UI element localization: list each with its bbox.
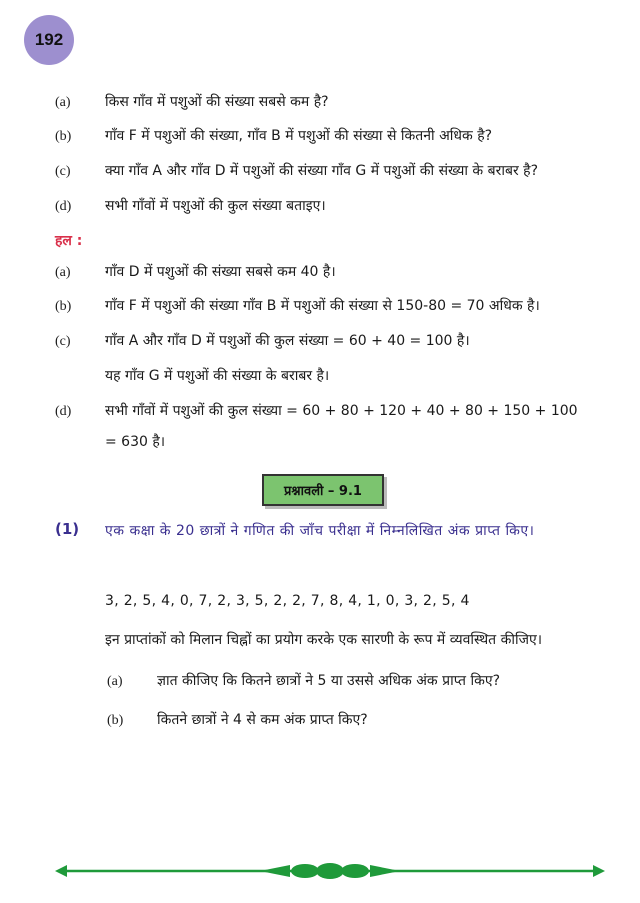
question-text: सभी गाँवों में पशुओं की कुल संख्या बताइए। bbox=[105, 198, 326, 214]
question-a bbox=[55, 92, 610, 113]
page-number: 192 bbox=[34, 30, 64, 49]
question-text: क्या गाँव A और गाँव D में पशुओं की संख्या गाँव G में पशुओं की संख्या के बराबर है? bbox=[105, 163, 539, 179]
answer-marker: (d) bbox=[55, 404, 72, 419]
answer-d bbox=[55, 401, 610, 422]
question-marker: (c) bbox=[55, 164, 71, 179]
exercise-subpart-b bbox=[107, 710, 368, 731]
exercise-text: एक कक्षा के 20 छात्रों ने गणित की जाँच परीक्षा में निम्नलिखित अंक प्राप्त किए। bbox=[105, 523, 535, 539]
answer-text: सभी गाँवों में पशुओं की कुल संख्या = 60 + 80 + 120 + 40 + 80 + 150 + 100 bbox=[105, 403, 578, 419]
exercise-subpart-a bbox=[107, 671, 500, 692]
answer-text: गाँव A और गाँव D में पशुओं की कुल संख्या = 60 + 40 = 100 है। bbox=[105, 333, 470, 349]
answer-d-continuation: = 630 है। bbox=[105, 434, 166, 450]
answer-c bbox=[55, 331, 610, 352]
exercise-data-line: 3, 2, 5, 4, 0, 7, 2, 3, 5, 2, 2, 7, 8, 4, 1, 0, 3, 2, 5, 4 bbox=[105, 593, 470, 609]
answer-text: गाँव D में पशुओं की संख्या सबसे कम 40 है। bbox=[105, 264, 336, 280]
answer-marker: (a) bbox=[55, 265, 71, 280]
answer-a bbox=[55, 262, 610, 283]
exercise-heading-text: प्रश्नावली – 9.1 bbox=[284, 484, 362, 499]
subpart-marker: (b) bbox=[107, 713, 124, 728]
subpart-text: कितने छात्रों ने 4 से कम अंक प्राप्त किए? bbox=[157, 712, 368, 728]
solution-label: हल : bbox=[55, 233, 83, 249]
answer-text: गाँव F में पशुओं की संख्या गाँव B में पशुओं की संख्या से 150-80 = 70 अधिक है। bbox=[105, 298, 540, 314]
exercise-instruction: इन प्राप्तांकों को मिलान चिह्नों का प्रयोग करके एक सारणी के रूप में व्यवस्थित कीजिए। bbox=[105, 632, 543, 648]
question-text: गाँव F में पशुओं की संख्या, गाँव B में पशुओं की संख्या से कितनी अधिक है? bbox=[105, 128, 493, 144]
question-text: किस गाँव में पशुओं की संख्या सबसे कम है? bbox=[105, 94, 329, 110]
answer-marker: (b) bbox=[55, 299, 72, 314]
answer-b bbox=[55, 296, 610, 317]
page-number-badge bbox=[24, 15, 74, 65]
subpart-marker: (a) bbox=[107, 674, 123, 689]
exercise-heading bbox=[262, 474, 384, 506]
question-marker: (d) bbox=[55, 199, 72, 214]
question-d bbox=[55, 196, 610, 217]
question-b bbox=[55, 126, 610, 147]
question-marker: (a) bbox=[55, 95, 71, 110]
decorative-divider bbox=[55, 856, 605, 886]
exercise-number: (1) bbox=[55, 520, 80, 538]
question-marker: (b) bbox=[55, 129, 72, 144]
answer-marker: (c) bbox=[55, 334, 71, 349]
question-c bbox=[55, 161, 610, 182]
answer-c-continuation: यह गाँव G में पशुओं की संख्या के बराबर है। bbox=[105, 368, 330, 384]
subpart-text: ज्ञात कीजिए कि कितने छात्रों ने 5 या उससे अधिक अंक प्राप्त किए? bbox=[157, 673, 501, 689]
